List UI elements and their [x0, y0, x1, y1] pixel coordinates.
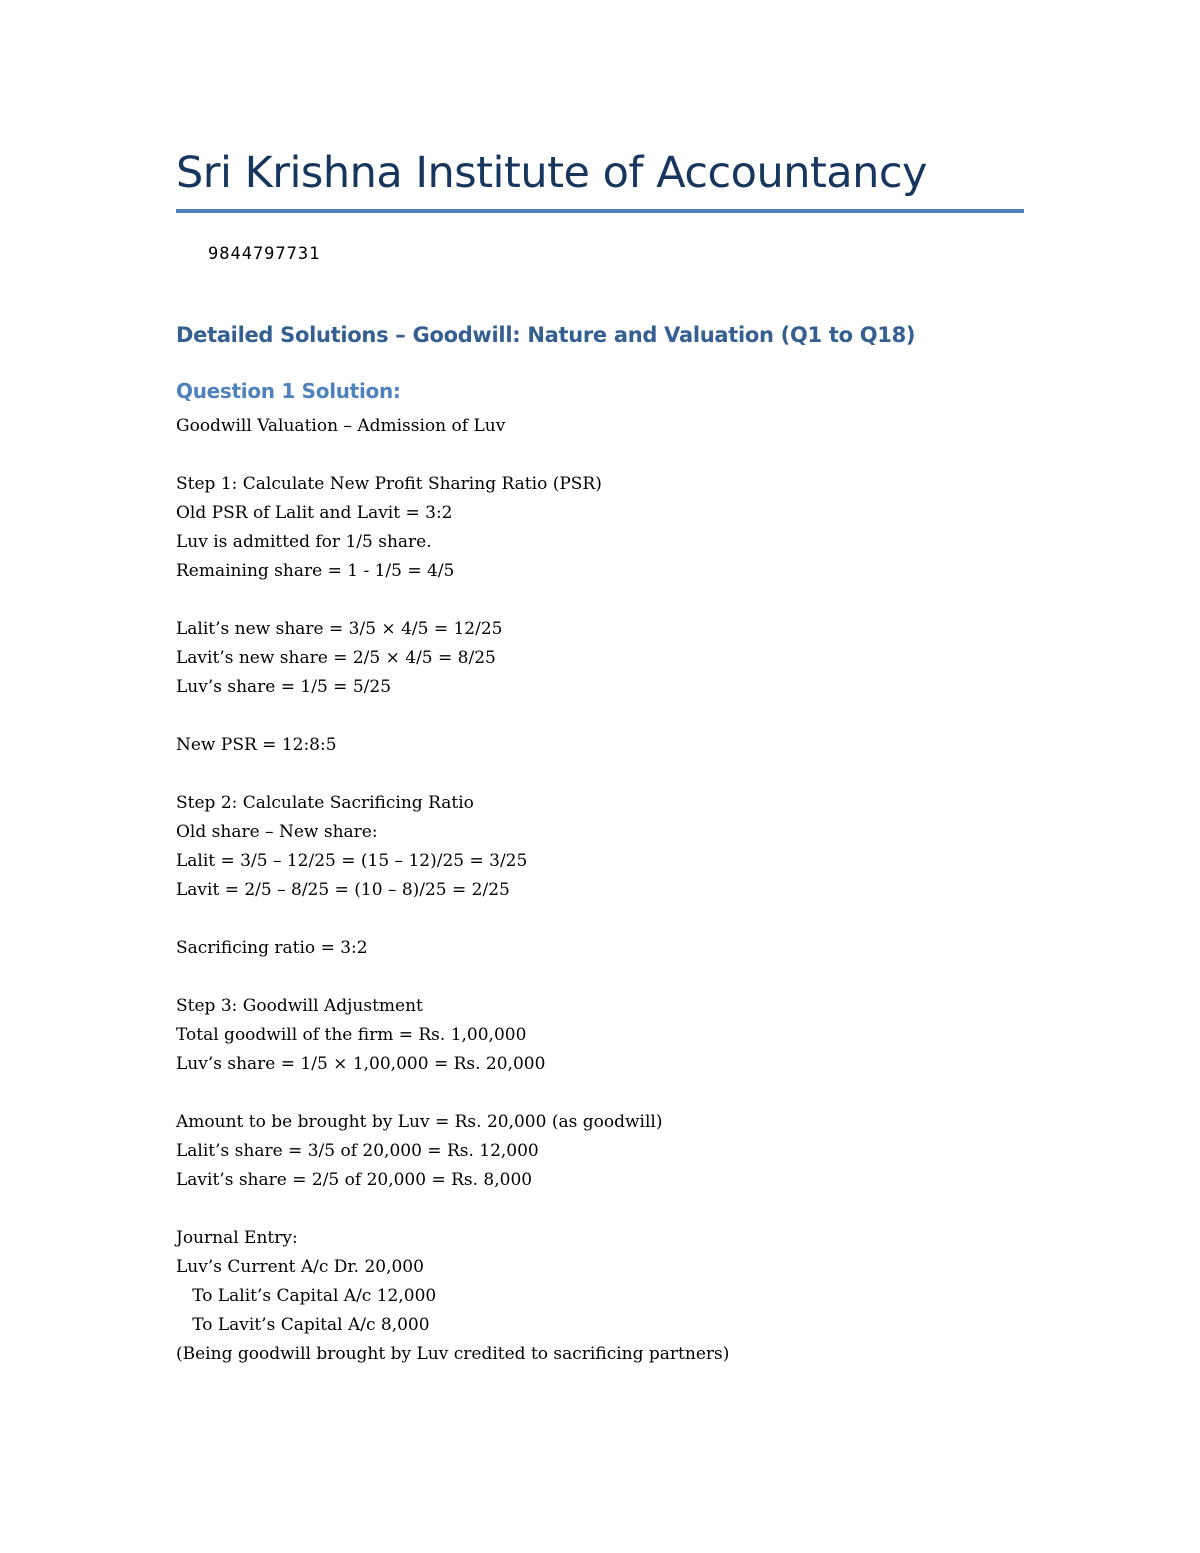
solution-line: (Being goodwill brought by Luv credited to sacrificing partners): [176, 1344, 730, 1364]
solution-line: To Lalit’s Capital A/c 12,000: [176, 1286, 437, 1306]
solution-line: Luv is admitted for 1/5 share.: [176, 532, 432, 552]
solution-line: Step 1: Calculate New Profit Sharing Ratio (PSR): [176, 474, 602, 494]
solution-line: Goodwill Valuation – Admission of Luv: [176, 416, 506, 436]
title-underline: [176, 209, 1024, 213]
question-heading: Question 1 Solution:: [176, 379, 401, 403]
solution-line: Luv’s share = 1/5 = 5/25: [176, 677, 392, 697]
blank-line: [176, 586, 1036, 615]
solution-line: Sacrificing ratio = 3:2: [176, 938, 368, 958]
solution-line: Lalit’s new share = 3/5 × 4/5 = 12/25: [176, 619, 503, 639]
solution-line: Journal Entry:: [176, 1228, 298, 1248]
blank-line: [176, 963, 1036, 992]
solution-line: Lalit’s share = 3/5 of 20,000 = Rs. 12,000: [176, 1141, 539, 1161]
blank-line: [176, 1079, 1036, 1108]
solution-line: Total goodwill of the firm = Rs. 1,00,000: [176, 1025, 527, 1045]
solution-line: Lalit = 3/5 – 12/25 = (15 – 12)/25 = 3/25: [176, 851, 528, 871]
phone-number: 9844797731: [208, 244, 321, 264]
solution-line: Old PSR of Lalit and Lavit = 3:2: [176, 503, 453, 523]
solution-line: Luv’s Current A/c Dr. 20,000: [176, 1257, 424, 1277]
blank-line: [176, 702, 1036, 731]
blank-line: [176, 905, 1036, 934]
blank-line: [176, 441, 1036, 470]
solution-line: Lavit = 2/5 – 8/25 = (10 – 8)/25 = 2/25: [176, 880, 510, 900]
solution-line: Lavit’s new share = 2/5 × 4/5 = 8/25: [176, 648, 496, 668]
solution-line: Lavit’s share = 2/5 of 20,000 = Rs. 8,000: [176, 1170, 533, 1190]
solution-line: Amount to be brought by Luv = Rs. 20,000 (as goodwill): [176, 1112, 663, 1132]
blank-line: [176, 760, 1036, 789]
document-title: Sri Krishna Institute of Accountancy: [176, 148, 928, 198]
section-heading: Detailed Solutions – Goodwill: Nature and Valuation (Q1 to Q18): [176, 323, 916, 347]
solution-line: To Lavit’s Capital A/c 8,000: [176, 1315, 430, 1335]
solution-body: [176, 412, 1036, 1369]
solution-line: Luv’s share = 1/5 × 1,00,000 = Rs. 20,000: [176, 1054, 546, 1074]
solution-line: Step 2: Calculate Sacrificing Ratio: [176, 793, 474, 813]
solution-line: Step 3: Goodwill Adjustment: [176, 996, 423, 1016]
blank-line: [176, 1195, 1036, 1224]
solution-line: New PSR = 12:8:5: [176, 735, 337, 755]
solution-line: Old share – New share:: [176, 822, 378, 842]
solution-line: Remaining share = 1 - 1/5 = 4/5: [176, 561, 455, 581]
